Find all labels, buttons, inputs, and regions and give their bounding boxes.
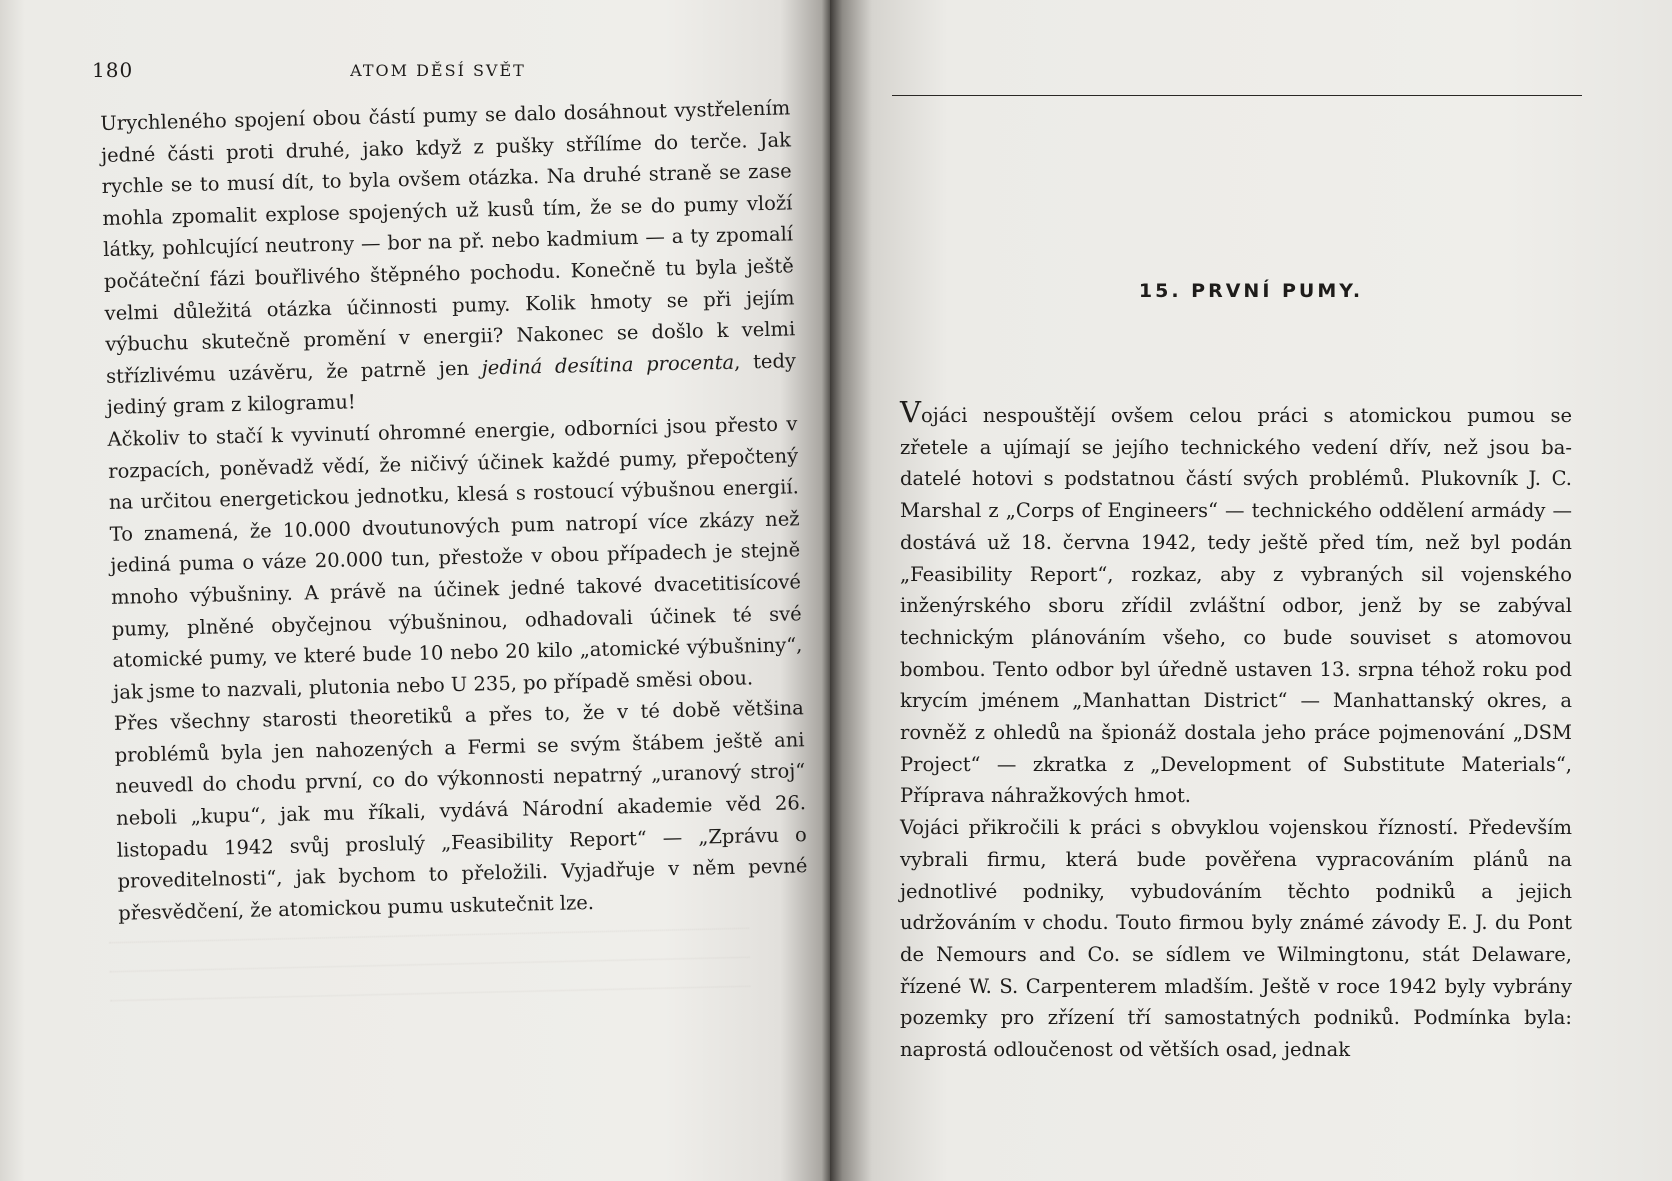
right-page-body: [900, 395, 1572, 1066]
header-rule: [892, 95, 1582, 96]
page-number: 180: [92, 58, 134, 82]
paragraph: Přes všechny starosti theoretiků a přes to, že v té době většina problémů byla jen nahozených a Fermi se svým štábem ještě ani neuvedl do chodu první, co do výkonnosti nepatrný „uranový stroj“ neboli „kupu“, jak mu říkali, vydává Národní akademie věd 26. listopadu 1942 svůj proslulý „Feasibility Report“ — „Zprávu o proveditelnosti“, jak bychom to přeložili. Vyjadřuje v něm pevné přesvědčení, že atomickou pumu uskutečnit lze.: [113, 696, 808, 925]
running-title: ATOM DĚSÍ SVĚT: [350, 61, 526, 80]
drop-cap: V: [900, 395, 921, 429]
chapter-title: 15. PRVNÍ PUMY.: [1138, 280, 1364, 302]
paragraph: [100, 92, 797, 424]
left-page-body: [100, 92, 808, 929]
paragraph: Vojáci přikročili k práci s obvyklou vojenskou řízností. Především vybrali firmu, která bude pověřena vypracováním plánů na jednotlivé podniky, vybudováním těchto podniků a jejich udržováním v chodu. Touto firmou byly známé závody E. J. du Pont de Nemours and Co. se sídlem ve Wilmingtonu, stát Delaware, řízené W. S. Carpenterem mladším. Ještě v roce 1942 byly vybrány pozemky pro zřízení tří samostatných podniků. Podmínka byla: naprostá odloučenost od větších osad, jednak: [900, 816, 1572, 1062]
paragraph-text: , tedy jediný gram z kilogramu!: [106, 349, 797, 420]
paragraph-text: Urychleného spojení obou částí pumy se dalo dosáhnout vystřelením jedné části proti druhé, jako když z pušky střílíme do terče. Jak rychle se to musí dít, to byla ovšem otázka. Na druhé straně se zase mohla zpomalit explose spojených už kusů tím, že se do pumy vloží látky, pohlcující neutrony — bor na př. nebo kadmium — a ty zpomalí počáteční fázi bouřlivého štěpného pochodu. Konečně tu byla ještě velmi důležitá otázka účinnosti pumy. Kolik hmoty se při jejím výbuchu skutečně promění v energii? Nakonec se došlo k velmi střízlivému uzávěru, že patrně jen: [100, 96, 796, 388]
left-page-header: [92, 58, 784, 88]
paragraph-text: ojáci nespouštějí ovšem celou práci s atomickou pumou se zřetele a ujímají se jejího technického vedení dřív, než jsou badatelé hotovi s podstatnou částí svých problémů. Plukovník J. C. Marshal z „Corps of Engineers“ — technického oddělení armády — dostává už 18. června 1942, tedy ještě před tím, než byl podán „Feasibility Report“, rozkaz, aby z vybraných sil vojenského inženýrského sboru zřídil zvláštní odbor, jenž by se zabýval technickým plánováním všeho, co bude souviset s atomovou bombou. Tento odbor byl úředně ustaven 13. srpna téhož roku pod krycím jménem „Manhattan District“ — Manhattanský okres, a rovněž z ohledů na špionáž dostala jeho práce pojmenování „DSM Project“ — zkratka z „Development of Substitute Materials“, Příprava náhražkových hmot.: [900, 404, 1572, 808]
left-page: [0, 0, 830, 1181]
right-page: [830, 0, 1672, 1181]
paragraph: [900, 395, 1572, 812]
emphasized-text: jediná desítina procenta: [481, 350, 735, 380]
paragraph: Ačkoliv to stačí k vyvinutí ohromné energie, odborníci jsou přesto v rozpacích, poněvadž vědí, že ničivý účinek každé pumy, přepočtený na určitou energetickou jednotku, klesá s rostoucí výbušnou energií. To znamená, že 10.000 dvoutunových pum natropí více zkázy než jediná puma o váze 20.000 tun, přestože v obou případech je stejně mnoho výbušniny. A právě na účinek jedné takové dvacetitisícové pumy, plněné obyčejnou výbušninou, odhadovali účinek té své atomické pumy, ve které bude 10 nebo 20 kilo „atomické výbušniny“, jak jsme to nazvali, plutonia nebo U 235, po případě směsi obou.: [107, 412, 803, 704]
show-through-from-reverse: [109, 928, 751, 1029]
